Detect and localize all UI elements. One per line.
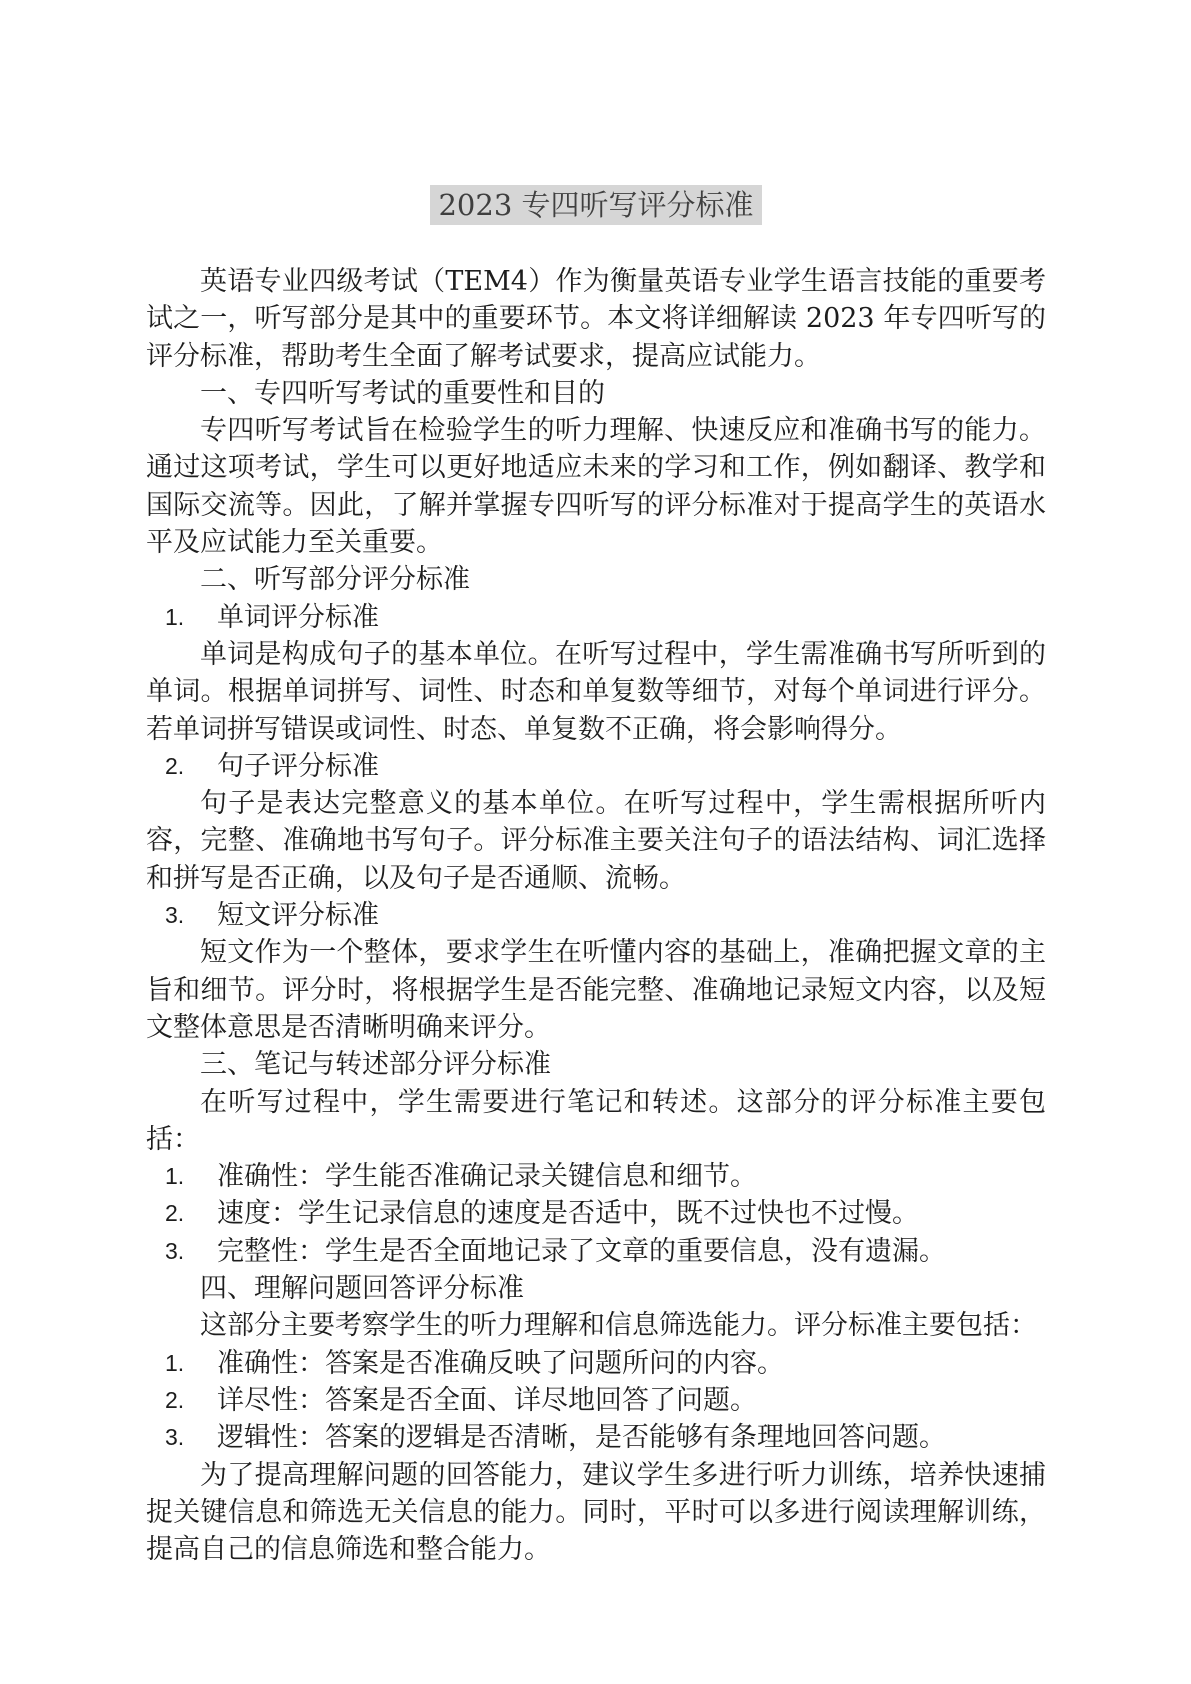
- document-content: [146, 182, 1046, 1568]
- list-item-text: 句子评分标准: [217, 750, 379, 782]
- list-item-passage: [146, 897, 1046, 934]
- list-item-completeness: [146, 1233, 1046, 1270]
- intro-paragraph: 英语专业四级考试（TEM4）作为衡量英语专业学生语言技能的重要考试之一，听写部分是其中的重要环节。本文将详细解读 2023 年专四听写的评分标准，帮助考生全面了解考试要求，提高应试能力。: [146, 266, 1046, 372]
- list-number: 2.: [165, 1386, 185, 1413]
- list-number: 2.: [165, 1200, 185, 1227]
- passage-paragraph: 短文作为一个整体，要求学生在听懂内容的基础上，准确把握文章的主旨和细节。评分时，将根据学生是否能完整、准确地记录短文内容，以及短文整体意思是否清晰明确来评分。: [146, 937, 1046, 1043]
- document-title-highlight: 2023 专四听写评分标准: [430, 185, 761, 225]
- list-number: 3.: [165, 1424, 185, 1451]
- list-item-text: 准确性：学生能否准确记录关键信息和细节。: [217, 1161, 757, 1193]
- section-heading-3: 三、笔记与转述部分评分标准: [200, 1049, 551, 1081]
- list-item-accuracy-answers: [146, 1345, 1046, 1382]
- list-item-sentences: [146, 748, 1046, 785]
- closing-paragraph: 为了提高理解问题的回答能力，建议学生多进行听力训练，培养快速捕捉关键信息和筛选无关信息的能力。同时，平时可以多进行阅读理解训练，提高自己的信息筛选和整合能力。: [146, 1459, 1046, 1566]
- section-heading-2: 二、听写部分评分标准: [200, 564, 470, 596]
- list-number: 2.: [165, 752, 185, 779]
- list-number: 3.: [165, 902, 185, 929]
- list-item-text: 短文评分标准: [217, 900, 379, 932]
- words-paragraph: 单词是构成句子的基本单位。在听写过程中，学生需准确书写所听到的单词。根据单词拼写、词性、时态和单复数等细节，对每个单词进行评分。若单词拼写错误或词性、时态、单复数不正确，将会影响得分。: [146, 638, 1046, 745]
- section-heading-4: 四、理解问题回答评分标准: [200, 1273, 524, 1305]
- list-item-text: 完整性：学生是否全面地记录了文章的重要信息，没有遗漏。: [217, 1235, 946, 1267]
- list-number: 3.: [165, 1237, 185, 1264]
- list-item-text: 速度：学生记录信息的速度是否适中，既不过快也不过慢。: [217, 1198, 919, 1230]
- list-item-thoroughness: [146, 1382, 1046, 1419]
- section-1-paragraph: 专四听写考试旨在检验学生的听力理解、快速反应和准确书写的能力。通过这项考试，学生可以更好地适应未来的学习和工作，例如翻译、教学和国际交流等。因此，了解并掌握专四听写的评分标准对于提高学生的英语水平及应试能力至关重要。: [146, 415, 1046, 559]
- list-item-text: 准确性：答案是否准确反映了问题所问的内容。: [217, 1347, 784, 1379]
- list-item-text: 详尽性：答案是否全面、详尽地回答了问题。: [217, 1384, 757, 1416]
- list-item-speed: [146, 1195, 1046, 1232]
- document-title: [146, 182, 1046, 228]
- notes-intro-paragraph: 在听写过程中，学生需要进行笔记和转述。这部分的评分标准主要包括：: [146, 1086, 1046, 1155]
- section-heading-1: 一、专四听写考试的重要性和目的: [200, 377, 605, 409]
- sentences-paragraph: 句子是表达完整意义的基本单位。在听写过程中，学生需根据所听内容，完整、准确地书写句子。评分标准主要关注句子的语法结构、词汇选择和拼写是否正确，以及句子是否通顺、流畅。: [146, 788, 1046, 894]
- list-item-text: 单词评分标准: [217, 601, 379, 633]
- list-item-logic: [146, 1419, 1046, 1456]
- list-item-text: 逻辑性：答案的逻辑是否清晰，是否能够有条理地回答问题。: [217, 1422, 946, 1454]
- list-number: 1.: [165, 603, 185, 630]
- list-number: 1.: [165, 1163, 185, 1190]
- list-item-words: [146, 599, 1046, 636]
- list-number: 1.: [165, 1349, 185, 1376]
- comprehension-intro-paragraph: 这部分主要考察学生的听力理解和信息筛选能力。评分标准主要包括：: [200, 1310, 1037, 1342]
- list-item-accuracy-notes: [146, 1158, 1046, 1195]
